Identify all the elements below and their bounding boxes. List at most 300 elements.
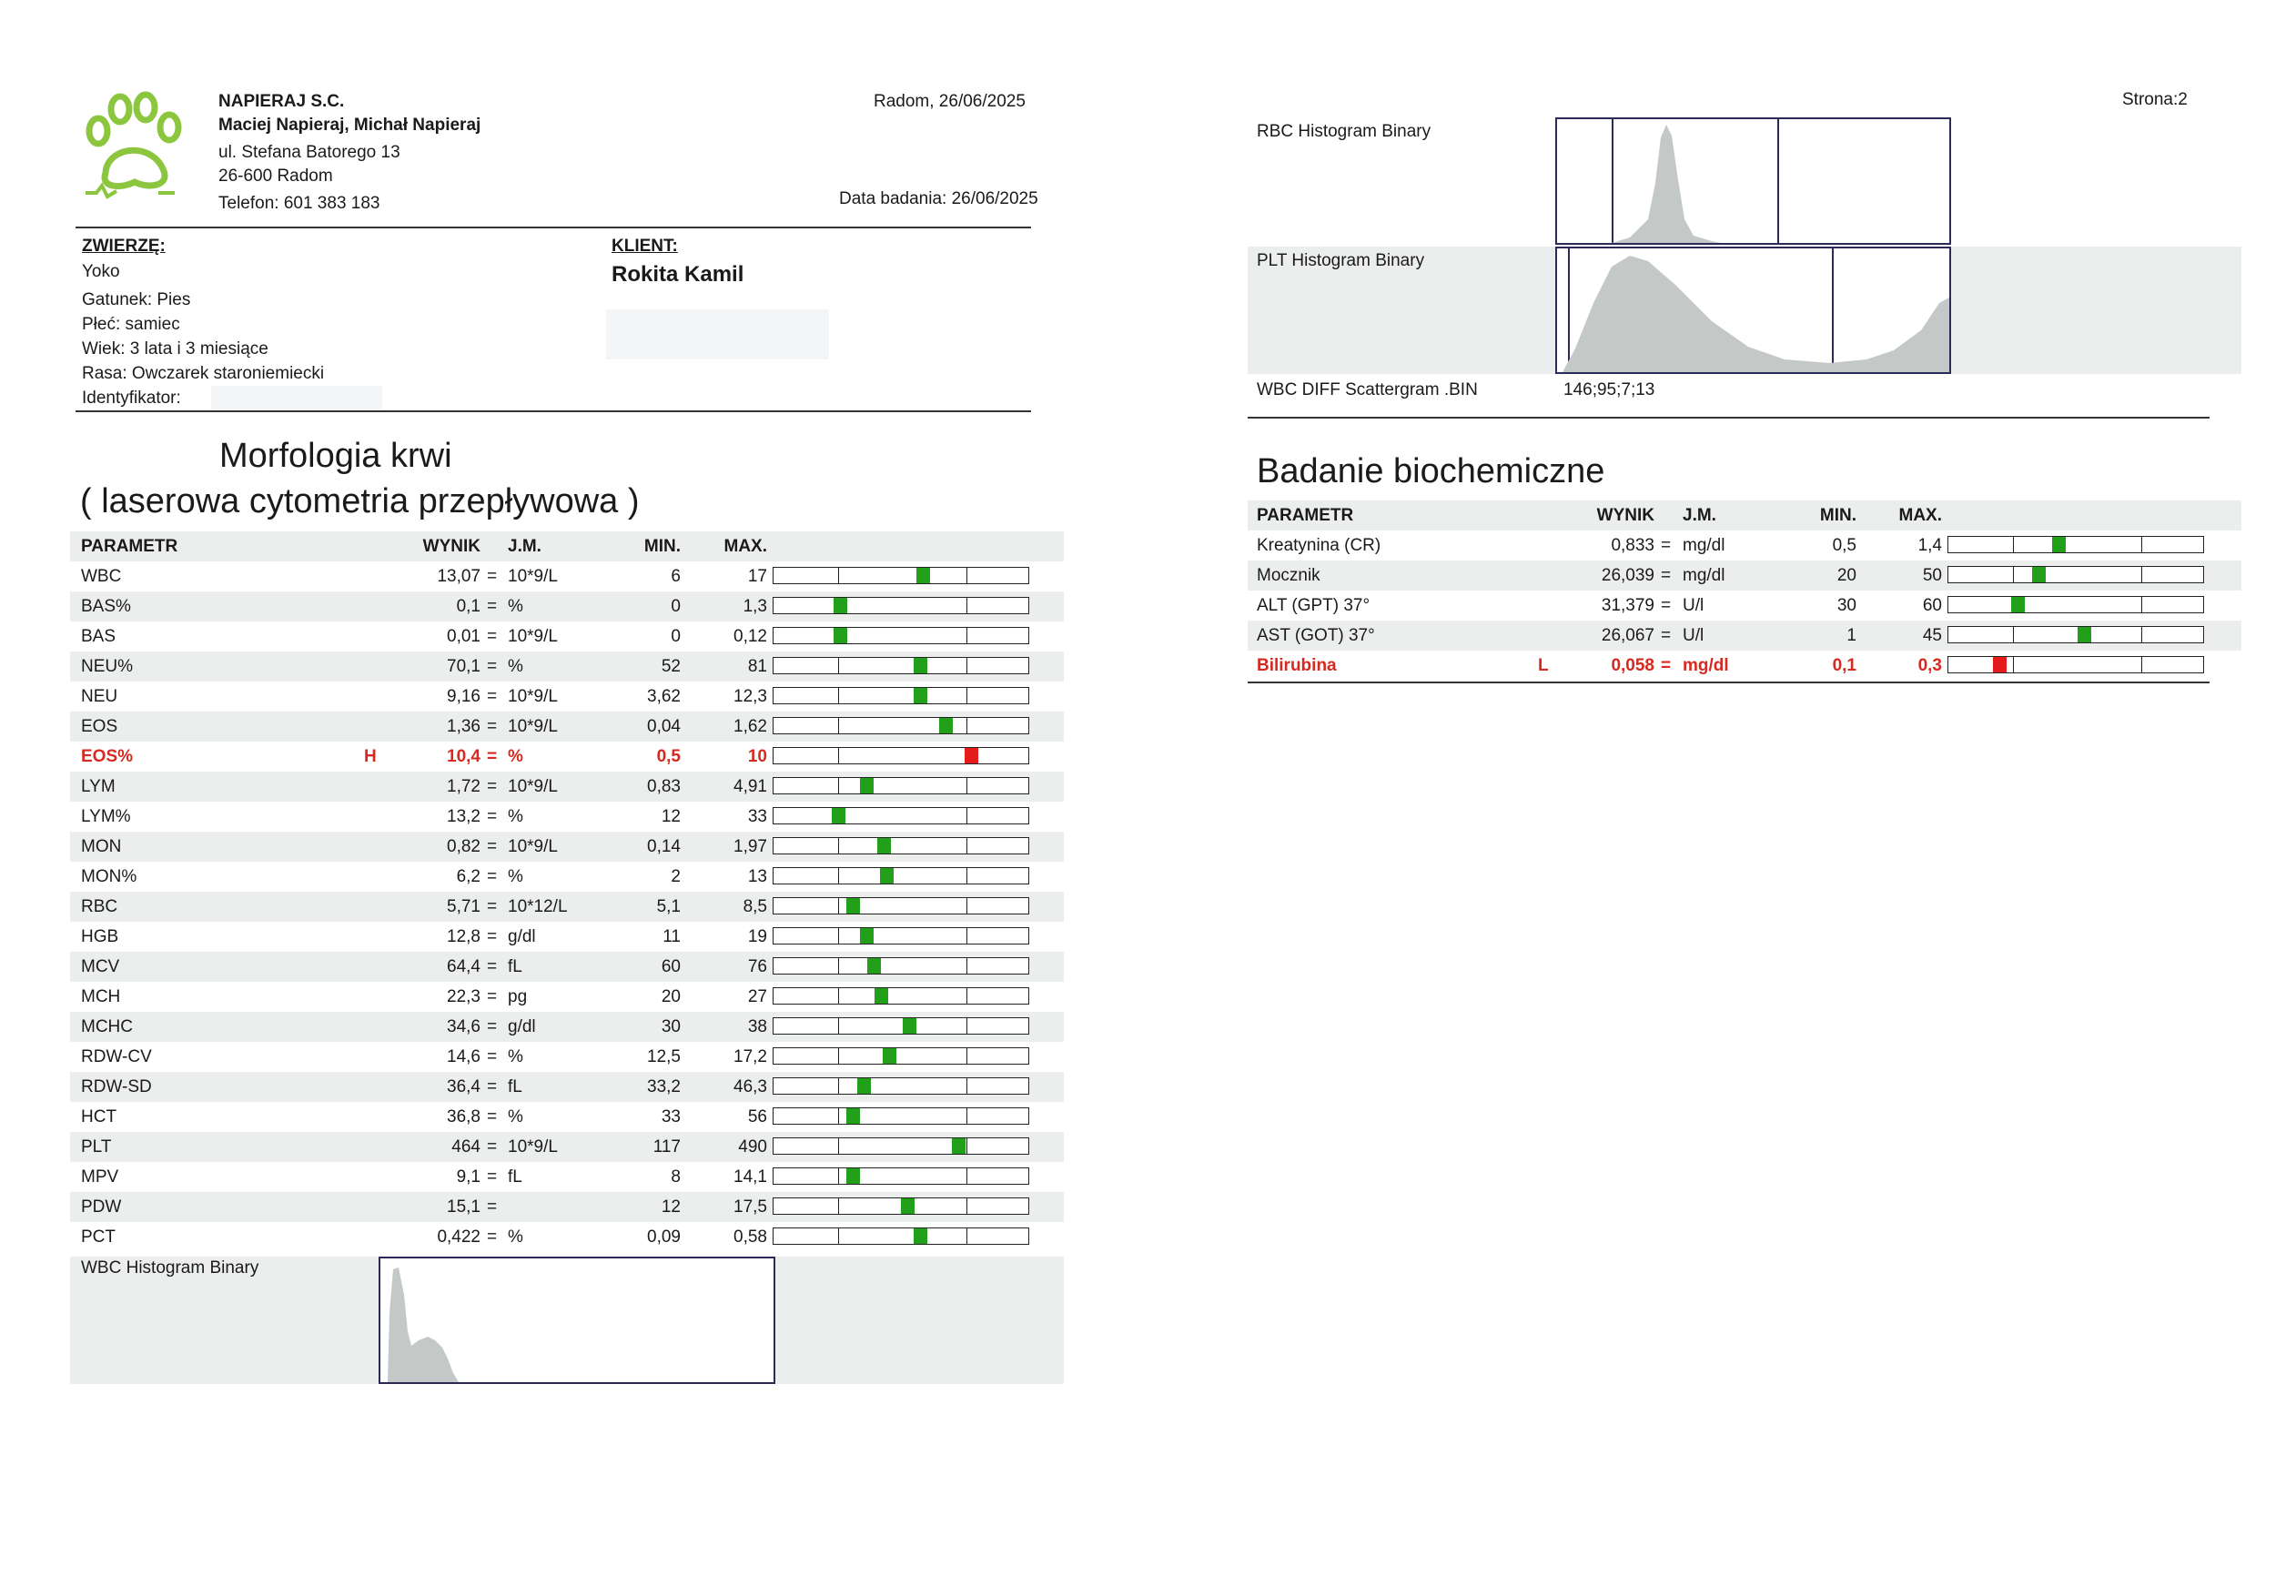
morph-row-equals: = <box>487 657 498 676</box>
morph-row-param-name: MON <box>81 837 122 856</box>
bio-row-max-value: 0,3 <box>1917 656 1942 675</box>
morph-row-min-value: 20 <box>661 987 681 1006</box>
plt-histogram <box>1555 247 1951 374</box>
bio-row-min-value: 20 <box>1836 566 1856 585</box>
exam-date: Data badania: 26/06/2025 <box>839 189 1038 208</box>
bio-divider <box>1248 682 2210 683</box>
range-bar-tick <box>838 898 840 914</box>
range-bar-tick <box>838 868 840 884</box>
morph-range-bar <box>773 867 1029 884</box>
range-bar-tick <box>966 1138 968 1154</box>
bio-row-param-name: Mocznik <box>1257 566 1320 585</box>
morph-row-unit: % <box>508 867 523 886</box>
morph-row-param-name: WBC <box>81 567 122 586</box>
range-bar-tick <box>966 628 968 643</box>
bio-row-equals: = <box>1661 536 1672 555</box>
morph-row-equals: = <box>487 627 498 646</box>
bio-row-unit: mg/dl <box>1683 656 1729 675</box>
bio-row-result-value: 0,833 <box>1611 536 1654 555</box>
morph-range-bar <box>773 1077 1029 1095</box>
morph-row-result-value: 36,4 <box>447 1077 480 1096</box>
morph-row-param-name: HCT <box>81 1107 117 1126</box>
company-city: 26-600 Radom <box>218 167 333 186</box>
morph-row-equals: = <box>487 567 498 586</box>
morph-row-min-value: 2 <box>671 867 681 886</box>
morph-range-bar <box>773 627 1029 644</box>
morph-row-param-name: MON% <box>81 867 137 886</box>
bio-row-unit: U/l <box>1683 596 1704 615</box>
morph-row-max-value: 17,5 <box>733 1197 767 1217</box>
range-bar-tick <box>838 838 840 854</box>
morph-row-param-name: BAS <box>81 627 116 646</box>
morph-row-result-value: 13,2 <box>447 807 480 826</box>
company-logo <box>80 91 189 205</box>
morph-row-max-value: 490 <box>738 1137 767 1157</box>
company-phone: Telefon: 601 383 183 <box>218 194 380 213</box>
morph-row-unit: % <box>508 747 523 766</box>
morph-row-unit: pg <box>508 987 528 1006</box>
bio-row-param-name: AST (GOT) 37° <box>1257 626 1375 645</box>
morph-row-min-value: 12,5 <box>647 1047 681 1066</box>
morph-row-equals: = <box>487 1077 498 1096</box>
range-bar-tick <box>966 928 968 944</box>
rbc-hist-label: RBC Histogram Binary <box>1257 122 1431 141</box>
range-bar-tick <box>2013 537 2015 552</box>
morph-row-unit: 10*9/L <box>508 1137 558 1157</box>
bio-row-min-value: 1 <box>1846 626 1856 645</box>
morph-row-equals: = <box>487 807 498 826</box>
morph-range-marker <box>832 808 845 823</box>
company-owners: Maciej Napieraj, Michał Napieraj <box>218 116 481 135</box>
bio-col-unit: J.M. <box>1683 506 1716 525</box>
range-bar-tick <box>2013 567 2015 582</box>
range-bar-tick <box>966 688 968 703</box>
bio-range-marker <box>2078 627 2091 642</box>
morph-row-max-value: 56 <box>747 1107 767 1126</box>
animal-name: Yoko <box>82 262 120 281</box>
morph-row-param-name: BAS% <box>81 597 131 616</box>
bio-range-bar <box>1947 626 2204 643</box>
range-bar-tick <box>2141 537 2143 552</box>
bio-row-equals: = <box>1661 596 1672 615</box>
animal-heading: ZWIERZĘ: <box>82 237 166 256</box>
morph-row-max-value: 17 <box>747 567 767 586</box>
morph-row-min-value: 11 <box>663 927 681 946</box>
morph-col-unit: J.M. <box>508 537 541 556</box>
client-heading: KLIENT: <box>612 237 678 256</box>
bio-row-equals: = <box>1661 626 1672 645</box>
morph-row-param-name: LYM <box>81 777 116 796</box>
morph-row-result-value: 34,6 <box>447 1017 480 1036</box>
morph-row-result-value: 36,8 <box>447 1107 480 1126</box>
animal-sex: Płeć: samiec <box>82 315 180 334</box>
morph-range-bar <box>773 567 1029 584</box>
morph-row-equals: = <box>487 1137 498 1157</box>
morph-row-max-value: 27 <box>747 987 767 1006</box>
morph-row-result-value: 0,01 <box>447 627 480 646</box>
morph-row-max-value: 0,58 <box>733 1227 767 1247</box>
morph-row-result-value: 70,1 <box>447 657 480 676</box>
morph-row-unit: 10*9/L <box>508 717 558 736</box>
animal-species: Gatunek: Pies <box>82 290 191 309</box>
morph-col-min: MIN. <box>643 537 681 556</box>
morph-row-unit: fL <box>508 957 522 976</box>
morph-row-param-name: RBC <box>81 897 118 916</box>
morph-row-unit: % <box>508 657 523 676</box>
range-bar-tick <box>838 748 840 763</box>
morph-col-max: MAX. <box>723 537 767 556</box>
morph-row-equals: = <box>487 1197 498 1217</box>
patient-divider <box>76 410 1031 412</box>
morph-range-marker <box>834 628 847 643</box>
range-bar-tick <box>2141 567 2143 582</box>
morph-row-unit: 10*9/L <box>508 627 558 646</box>
wbc-histogram-curve <box>380 1258 774 1382</box>
range-bar-tick <box>838 958 840 974</box>
bio-range-marker <box>2052 537 2066 552</box>
morph-range-bar <box>773 1197 1029 1215</box>
morph-row-max-value: 14,1 <box>733 1167 767 1187</box>
bio-row-max-value: 50 <box>1922 566 1942 585</box>
morph-header-band <box>70 531 1064 561</box>
range-bar-tick <box>2013 627 2015 642</box>
morph-range-bar <box>773 957 1029 975</box>
morph-row-param-name: MCHC <box>81 1017 133 1036</box>
morph-range-marker <box>877 838 891 854</box>
morph-row-equals: = <box>487 597 498 616</box>
morph-row-param-name: NEU <box>81 687 118 706</box>
morph-row-unit: % <box>508 807 523 826</box>
client-redacted <box>606 309 829 359</box>
morph-row-min-value: 0 <box>671 627 681 646</box>
morph-row-min-value: 0,83 <box>647 777 681 796</box>
morph-range-bar <box>773 837 1029 854</box>
bio-row-max-value: 60 <box>1922 596 1942 615</box>
morph-row-min-value: 0,09 <box>647 1227 681 1247</box>
morph-row-min-value: 33,2 <box>647 1077 681 1096</box>
bio-row-min-value: 30 <box>1836 596 1856 615</box>
morph-row-equals: = <box>487 1167 498 1187</box>
range-bar-tick <box>2141 627 2143 642</box>
morph-row-result-value: 12,8 <box>447 927 480 946</box>
morph-row-max-value: 33 <box>747 807 767 826</box>
morph-row-result-value: 64,4 <box>447 957 480 976</box>
paw-logo-icon <box>80 91 189 205</box>
morph-range-bar <box>773 897 1029 914</box>
morph-col-result: WYNIK <box>422 537 480 556</box>
range-bar-tick <box>966 658 968 673</box>
bio-col-result: WYNIK <box>1596 506 1654 525</box>
animal-age: Wiek: 3 lata i 3 miesiące <box>82 339 268 359</box>
bio-header-band <box>1248 500 2241 530</box>
morph-row-max-value: 1,97 <box>733 837 767 856</box>
morph-range-marker <box>860 778 874 793</box>
morph-row-param-name: MCH <box>81 987 121 1006</box>
range-bar-tick <box>966 778 968 793</box>
morph-row-equals: = <box>487 747 498 766</box>
animal-id: Identyfikator: <box>82 389 181 408</box>
morph-row-max-value: 81 <box>747 657 767 676</box>
range-bar-tick <box>838 778 840 793</box>
morph-row-equals: = <box>487 777 498 796</box>
plt-histogram-curve <box>1557 248 1949 372</box>
morph-range-marker <box>916 568 930 583</box>
range-bar-tick <box>966 838 968 854</box>
plt-hist-label: PLT Histogram Binary <box>1257 251 1425 270</box>
morph-row-max-value: 1,3 <box>743 597 767 616</box>
morph-row-max-value: 13 <box>747 867 767 886</box>
range-bar-tick <box>838 718 840 733</box>
morph-row-param-name: RDW-CV <box>81 1047 152 1066</box>
morph-row-min-value: 3,62 <box>647 687 681 706</box>
right-divider <box>1248 417 2210 419</box>
bio-row-unit: mg/dl <box>1683 566 1725 585</box>
morph-row-param-name: MCV <box>81 957 120 976</box>
client-name: Rokita Kamil <box>612 262 744 287</box>
morph-range-bar <box>773 1047 1029 1065</box>
morph-row-min-value: 0,04 <box>647 717 681 736</box>
morph-row-param-name: PCT <box>81 1227 116 1247</box>
range-bar-tick <box>966 1108 968 1124</box>
bio-row-result-value: 26,039 <box>1601 566 1654 585</box>
morph-row-result-value: 0,82 <box>447 837 480 856</box>
morph-range-marker <box>880 868 894 884</box>
range-bar-tick <box>966 1168 968 1184</box>
bio-row-min-value: 0,5 <box>1832 536 1856 555</box>
bio-range-marker <box>2032 567 2046 582</box>
morph-range-bar <box>773 1137 1029 1155</box>
morph-row-equals: = <box>487 1017 498 1036</box>
morph-row-min-value: 60 <box>661 957 681 976</box>
morph-row-min-value: 6 <box>671 567 681 586</box>
morph-row-param-name: EOS% <box>81 747 134 766</box>
morph-row-max-value: 46,3 <box>733 1077 767 1096</box>
bio-row-equals: = <box>1661 656 1672 675</box>
morph-row-result-value: 13,07 <box>437 567 480 586</box>
morph-row-param-name: RDW-SD <box>81 1077 152 1096</box>
morph-range-marker <box>846 898 860 914</box>
bio-row-param-name: ALT (GPT) 37° <box>1257 596 1371 615</box>
morph-range-bar <box>773 747 1029 764</box>
wbc-histogram <box>379 1257 775 1384</box>
morph-row-min-value: 5,1 <box>656 897 681 916</box>
range-bar-tick <box>838 688 840 703</box>
bio-row-unit: mg/dl <box>1683 536 1725 555</box>
morph-range-bar <box>773 687 1029 704</box>
morph-row-param-name: EOS <box>81 717 118 736</box>
bio-range-bar <box>1947 536 2204 553</box>
range-bar-tick <box>838 1048 840 1064</box>
morph-row-equals: = <box>487 987 498 1006</box>
bio-range-marker <box>1993 657 2007 672</box>
range-bar-tick <box>966 1198 968 1214</box>
morph-range-bar <box>773 717 1029 734</box>
morph-range-marker <box>914 1228 927 1244</box>
morph-range-bar <box>773 657 1029 674</box>
morph-row-result-value: 0,422 <box>437 1227 480 1247</box>
morph-range-marker <box>846 1108 860 1124</box>
bio-row-min-value: 0,1 <box>1832 656 1856 675</box>
morph-range-marker <box>952 1138 966 1154</box>
morph-row-unit: 10*12/L <box>508 897 568 916</box>
morph-row-param-name: PDW <box>81 1197 122 1217</box>
morph-range-marker <box>914 688 927 703</box>
morph-row-min-value: 12 <box>661 1197 681 1217</box>
morph-row-unit: g/dl <box>508 927 536 946</box>
morph-row-equals: = <box>487 927 498 946</box>
animal-breed: Rasa: Owczarek staroniemiecki <box>82 364 325 383</box>
morph-row-min-value: 0 <box>671 597 681 616</box>
morph-row-unit: 10*9/L <box>508 837 558 856</box>
header-divider <box>76 227 1031 228</box>
morph-range-bar <box>773 1167 1029 1185</box>
range-bar-tick <box>966 1018 968 1034</box>
morph-row-param-name: LYM% <box>81 807 131 826</box>
range-bar-tick <box>966 898 968 914</box>
range-bar-tick <box>838 1018 840 1034</box>
morph-row-result-value: 5,71 <box>447 897 480 916</box>
morph-row-max-value: 1,62 <box>733 717 767 736</box>
morph-row-max-value: 19 <box>747 927 767 946</box>
morph-row-result-value: 0,1 <box>456 597 480 616</box>
bio-col-param: PARAMETR <box>1257 506 1354 525</box>
range-bar-tick <box>966 1228 968 1244</box>
morph-range-marker <box>834 598 847 613</box>
morph-row-result-value: 9,16 <box>447 687 480 706</box>
morph-row-equals: = <box>487 717 498 736</box>
range-bar-tick <box>966 1078 968 1094</box>
morph-row-unit: fL <box>508 1167 522 1187</box>
morph-range-marker <box>846 1168 860 1184</box>
morph-row-equals: = <box>487 687 498 706</box>
morph-row-result-value: 1,72 <box>447 777 480 796</box>
morph-row-flag: H <box>364 747 377 766</box>
morph-row-max-value: 38 <box>747 1017 767 1036</box>
morph-row-max-value: 17,2 <box>733 1047 767 1066</box>
morph-row-max-value: 12,3 <box>733 687 767 706</box>
morph-row-result-value: 1,36 <box>447 717 480 736</box>
morph-range-bar <box>773 987 1029 1005</box>
bio-col-min: MIN. <box>1819 506 1856 525</box>
morph-row-max-value: 4,91 <box>733 777 767 796</box>
wbc-hist-label: WBC Histogram Binary <box>81 1258 259 1278</box>
morph-row-param-name: MPV <box>81 1167 119 1187</box>
bio-row-flag: L <box>1538 656 1549 675</box>
morph-range-bar <box>773 1017 1029 1035</box>
range-bar-tick <box>838 1228 840 1244</box>
morph-row-max-value: 8,5 <box>743 897 767 916</box>
range-bar-tick <box>838 1168 840 1184</box>
bio-row-equals: = <box>1661 566 1672 585</box>
range-bar-tick <box>2141 597 2143 612</box>
morph-row-min-value: 0,14 <box>647 837 681 856</box>
bio-row-result-value: 0,058 <box>1611 656 1654 675</box>
bio-row-unit: U/l <box>1683 626 1704 645</box>
morph-row-max-value: 0,12 <box>733 627 767 646</box>
wbc-diff-label: WBC DIFF Scattergram .BIN <box>1257 380 1478 399</box>
range-bar-tick <box>966 808 968 823</box>
morph-row-min-value: 12 <box>661 807 681 826</box>
morph-row-unit: % <box>508 1227 523 1247</box>
company-street: ul. Stefana Batorego 13 <box>218 143 400 162</box>
rbc-histogram-curve <box>1557 119 1949 243</box>
morph-range-bar <box>773 927 1029 944</box>
rbc-histogram <box>1555 117 1951 245</box>
wbc-diff-value: 146;95;7;13 <box>1563 380 1655 399</box>
morph-range-marker <box>857 1078 871 1094</box>
morph-row-min-value: 0,5 <box>656 747 681 766</box>
morph-row-result-value: 15,1 <box>447 1197 480 1217</box>
morph-row-unit: % <box>508 1107 523 1126</box>
range-bar-tick <box>966 988 968 1004</box>
company-name: NAPIERAJ S.C. <box>218 92 345 111</box>
morph-row-unit: g/dl <box>508 1017 536 1036</box>
morph-row-equals: = <box>487 867 498 886</box>
morph-range-marker <box>901 1198 915 1214</box>
morph-range-bar <box>773 1107 1029 1125</box>
range-bar-tick <box>838 988 840 1004</box>
morph-range-bar <box>773 807 1029 824</box>
morph-row-result-value: 10,4 <box>447 747 480 766</box>
bio-row-param-name: Bilirubina <box>1257 656 1337 675</box>
morph-range-bar <box>773 777 1029 794</box>
bio-row-result-value: 31,379 <box>1601 596 1654 615</box>
morph-row-unit: 10*9/L <box>508 687 558 706</box>
morph-row-result-value: 22,3 <box>447 987 480 1006</box>
morph-row-unit: 10*9/L <box>508 567 558 586</box>
morph-range-marker <box>883 1048 896 1064</box>
morph-range-marker <box>939 718 953 733</box>
morph-range-marker <box>867 958 881 974</box>
morph-range-marker <box>860 928 874 944</box>
morph-row-result-value: 9,1 <box>456 1167 480 1187</box>
morph-row-result-value: 464 <box>451 1137 480 1157</box>
morph-range-marker <box>903 1018 916 1034</box>
morph-row-equals: = <box>487 1047 498 1066</box>
morph-row-equals: = <box>487 957 498 976</box>
morph-row-min-value: 117 <box>652 1137 681 1157</box>
morph-title: Morfologia krwi <box>219 437 452 475</box>
bio-col-max: MAX. <box>1898 506 1942 525</box>
morph-range-bar <box>773 597 1029 614</box>
morph-row-min-value: 8 <box>671 1167 681 1187</box>
bio-range-bar <box>1947 596 2204 613</box>
range-bar-tick <box>966 1048 968 1064</box>
range-bar-tick <box>838 1108 840 1124</box>
range-bar-tick <box>966 958 968 974</box>
range-bar-tick <box>838 1198 840 1214</box>
morph-row-min-value: 30 <box>661 1017 681 1036</box>
range-bar-tick <box>838 568 840 583</box>
bio-range-marker <box>2011 597 2025 612</box>
morph-col-param: PARAMETR <box>81 537 178 556</box>
range-bar-tick <box>966 598 968 613</box>
morph-row-equals: = <box>487 897 498 916</box>
bio-range-bar <box>1947 566 2204 583</box>
range-bar-tick <box>966 568 968 583</box>
bio-title: Badanie biochemiczne <box>1257 452 1605 490</box>
morph-row-equals: = <box>487 1227 498 1247</box>
bio-row-max-value: 45 <box>1922 626 1942 645</box>
morph-row-equals: = <box>487 1107 498 1126</box>
morph-row-unit: fL <box>508 1077 522 1096</box>
bio-range-bar <box>1947 656 2204 673</box>
range-bar-tick <box>2013 657 2015 672</box>
range-bar-tick <box>966 718 968 733</box>
morph-row-param-name: NEU% <box>81 657 134 676</box>
morph-row-unit: % <box>508 597 523 616</box>
morph-row-max-value: 10 <box>747 747 767 766</box>
